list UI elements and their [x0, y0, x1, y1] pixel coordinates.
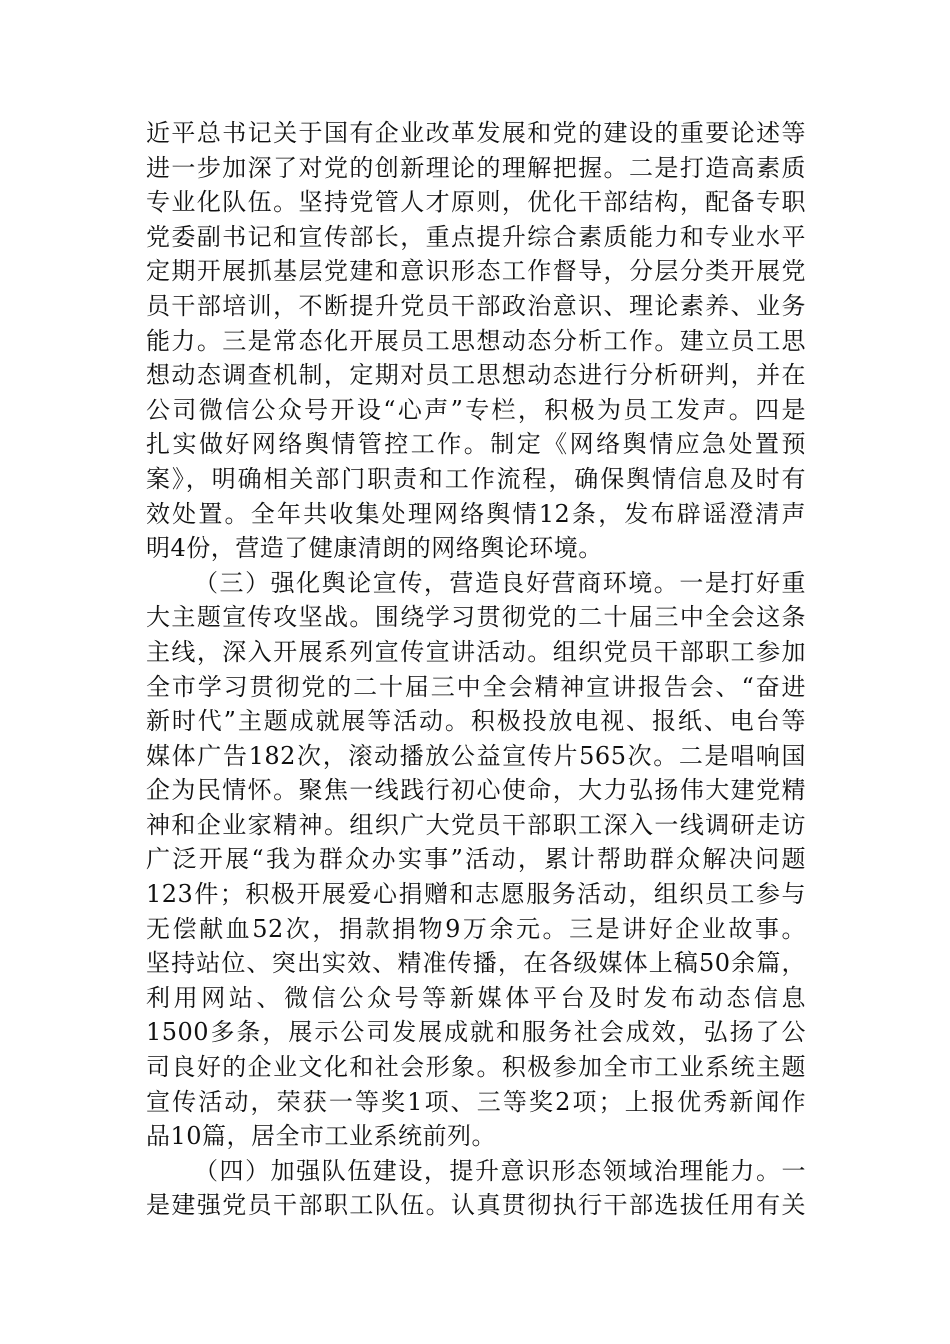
- document-page: [146, 116, 806, 1223]
- text-line: 1500多条，展示公司发展成就和服务社会成效，弘扬了公: [146, 1018, 806, 1047]
- text-line: 进一步加深了对党的创新理论的理解把握。二是打造高素质: [146, 153, 806, 182]
- text-line: 企为民情怀。聚焦一线践行初心使命，大力弘扬伟大建党精: [146, 776, 806, 805]
- text-line: 神和企业家精神。组织广大党员干部职工深入一线调研走访: [146, 810, 806, 839]
- text-line: 案》，明确相关部门职责和工作流程，确保舆情信息及时有: [146, 464, 806, 493]
- text-line: 是建强党员干部职工队伍。认真贯彻执行干部选拔任用有关: [146, 1191, 806, 1220]
- text-line: 新时代”主题成就展等活动。积极投放电视、报纸、电台等: [146, 707, 806, 736]
- text-line: 大主题宣传攻坚战。围绕学习贯彻党的二十届三中全会这条: [146, 603, 806, 632]
- text-line: 效处置。全年共收集处理网络舆情12条，发布辟谣澄清声: [146, 499, 806, 528]
- text-line: 品10篇，居全市工业系统前列。: [146, 1122, 497, 1151]
- text-line: 广泛开展“我为群众办实事”活动，累计帮助群众解决问题: [146, 845, 806, 874]
- text-line: 明4份，营造了健康清朗的网络舆论环境。: [146, 534, 603, 563]
- text-line: 123件；积极开展爱心捐赠和志愿服务活动，组织员工参与: [146, 880, 806, 909]
- text-line: 专业化队伍。坚持党管人才原则，优化干部结构，配备专职: [146, 188, 806, 217]
- section-heading-line: （三）强化舆论宣传，营造良好营商环境。一是打好重: [194, 568, 806, 597]
- text-line: 公司微信公众号开设“心声”专栏，积极为员工发声。四是: [146, 395, 806, 424]
- text-line: 党委副书记和宣传部长，重点提升综合素质能力和专业水平: [146, 222, 806, 251]
- text-line: 宣传活动，荣获一等奖1项、三等奖2项；上报优秀新闻作: [146, 1087, 806, 1116]
- text-line: 员干部培训，不断提升党员干部政治意识、理论素养、业务: [146, 291, 806, 320]
- text-line: 主线，深入开展系列宣传宣讲活动。组织党员干部职工参加: [146, 637, 806, 666]
- text-line: 司良好的企业文化和社会形象。积极参加全市工业系统主题: [146, 1053, 806, 1082]
- text-line: 近平总书记关于国有企业改革发展和党的建设的重要论述等: [146, 119, 806, 147]
- text-line: 无偿献血52次，捐款捐物9万余元。三是讲好企业故事。: [146, 914, 806, 943]
- text-line: 定期开展抓基层党建和意识形态工作督导，分层分类开展党: [146, 257, 806, 286]
- section-heading-line: （四）加强队伍建设，提升意识形态领域治理能力。一: [194, 1156, 806, 1185]
- text-line: 媒体广告182次，滚动播放公益宣传片565次。二是唱响国: [146, 741, 806, 770]
- text-line: 全市学习贯彻党的二十届三中全会精神宣讲报告会、“奋进: [146, 672, 806, 701]
- text-line: 想动态调查机制，定期对员工思想动态进行分析研判，并在: [146, 361, 806, 390]
- text-line: 利用网站、微信公众号等新媒体平台及时发布动态信息: [146, 983, 806, 1012]
- text-line: 扎实做好网络舆情管控工作。制定《网络舆情应急处置预: [146, 430, 806, 459]
- text-line: 能力。三是常态化开展员工思想动态分析工作。建立员工思: [146, 326, 806, 355]
- text-line: 坚持站位、突出实效、精准传播，在各级媒体上稿50余篇，: [146, 949, 806, 978]
